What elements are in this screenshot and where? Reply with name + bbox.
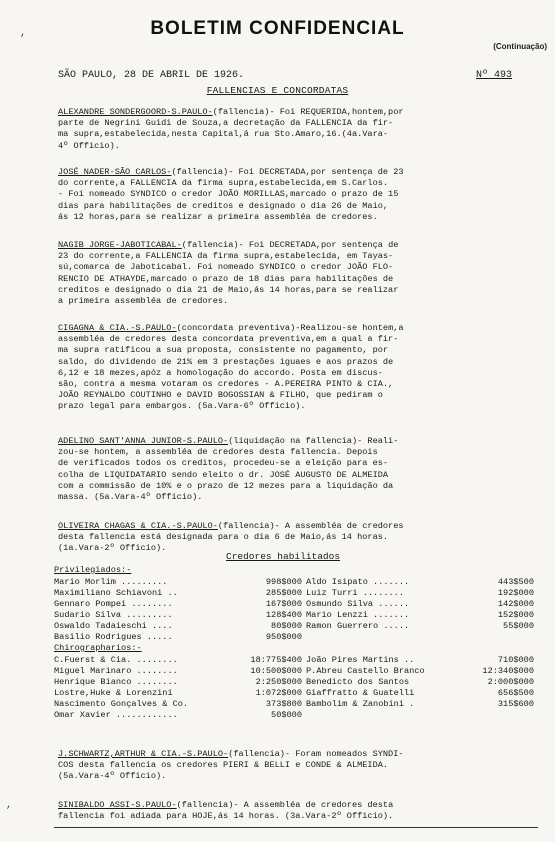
creditor-name: Bambolim & Zanobini . [306,699,415,709]
creditor-row [54,599,534,610]
entry-line: 4º Officio). [58,140,120,151]
creditor-amount: 998$000 [265,577,302,587]
creditor-name: Maximiliano Schiavoni .. [54,588,178,598]
bottom-rule [54,827,538,828]
entry-line: RENCIO DE ATHAYDE,marcado o prazo de 18 dias para habilitações de [58,273,394,284]
creditor-name: Nascimento Gonçalves & Co. [54,699,189,709]
chirographic-label: Chirographarios:- [54,643,142,653]
entry-line: (fallencia)- Foi DECRETADA,por sentença de [181,240,399,250]
creditor-amount: 80$000 [271,621,302,631]
creditor-amount: 315$600 [497,699,534,709]
creditor-amount: 950$000 [265,632,302,642]
creditor-name: Osmundo Silva ...... [306,599,410,609]
entry [58,323,528,413]
entry-line: são, contra a mesma votaram os credores - A.PEREIRA PINTO & CIA., [58,379,394,390]
entry-line: com a commissão de 10% e o prazo de 12 mezes para a liquidação da [58,480,394,491]
creditor-amount: 710$000 [497,655,534,665]
entry-line: assembléa de credores desta concordata preventiva,em a qual a fir- [58,334,399,345]
entry-line: (fallencia)- Foi DECRETADA,por sentença de 23 [171,167,404,177]
entry-line: de verificados todos os creditos, procedeu-se a eleição para es- [58,458,389,469]
entry [58,521,528,555]
entry-line: 23 do corrente,a FALLENCIA da firma supra,estabelecida, em Tayas- [58,251,394,262]
entry-line: do corrente,a FALLENCIA da firma supra,estabelecida,em S.Carlos. [58,178,389,189]
entry-line: (liquidação na fallencia)- Reali- [228,436,399,446]
entry-line: creditos e designado o dia 21 de Maio,ás 14 horas,para se realizar [58,284,399,295]
margin-mark: , [20,28,27,39]
creditor-name: Mario Morlim ......... [54,577,168,587]
creditor-name: Benedicto dos Santos [306,677,410,687]
entry-line: prazo legal para embargos. (5a.Vara-6º Officio). [58,401,306,412]
entry [58,436,528,503]
creditor-amount: 152$000 [497,610,534,620]
creditor-amount: 55$000 [503,621,534,631]
creditor-name: Giaffratto & Guatelli [306,688,415,698]
creditor-amount: 2:000$000 [487,677,534,687]
creditor-amount: 10:500$000 [250,666,302,676]
entry-line: fallencia foi adiada para HOJE,ás 14 horas. (3a.Vara-2º Officio). [58,811,394,822]
entry-line: a primeira assembléa de credores. [58,296,229,307]
entry-line: (5a.Vara-4º Officio). [58,771,167,782]
entry-line: sú,comarca de Jaboticabal. Foi nomeado SYNDICO o credor JOÃO FLO- [58,262,394,273]
creditor-name: Miguel Marinaro ........ [54,666,178,676]
entry-line: (1a.Vara-2º Officio). [58,543,167,554]
creditor-name: Oswaldo Tadaieschi .... [54,621,173,631]
entry-line: dias para habilitações de creditos e designado o dia 26 de Maio, [58,200,389,211]
creditor-row [54,677,534,688]
creditor-amount: 443$500 [497,577,534,587]
entry-line: ás 12 horas,para se realizar a primeira assembléa de credores. [58,211,378,222]
creditor-amount: 167$000 [265,599,302,609]
entry [58,107,528,152]
entry-lead: OLIVEIRA CHAGAS & CIA.-S.PAULO- [58,521,218,531]
entry-line: (fallencia)- Foi REQUERIDA,hontem,por [212,107,404,117]
entry-lead: CIGAGNA & CIA.-S.PAULO- [58,323,177,333]
creditors-title: Credores habilitados [226,551,341,562]
entry-lead: ALEXANDRE SONDERGOORD-S.PAULO- [58,107,213,117]
creditor-name: Aldo Isipato ....... [306,577,410,587]
creditor-row [54,655,534,666]
creditor-row [54,688,534,699]
creditor-amount: 192$000 [497,588,534,598]
entry-line: (concordata preventiva)-Realizou-se hontem,a [176,323,404,333]
entry-line: (fallencia)- A assembléa de credores [217,521,404,531]
entry-line: (fallencia)- Foram nomeados SYNDI- [228,749,404,759]
creditor-name: Luiz Turri ........ [306,588,404,598]
creditor-amount: 1:072$000 [255,688,302,698]
entry-line: JOÃO REYNALDO COUTINHO e DAVID BOGOSSIAN & FILHO, que pediram o [58,390,383,401]
entry-lead: SINIBALDO ASSI-S.PAULO- [58,800,177,810]
dateline: SÃO PAULO, 28 DE ABRIL DE 1926. [58,70,245,81]
entry-lead: J.SCHWARTZ,ARTHUR & CIA.-S.PAULO- [58,749,229,759]
creditor-row [54,621,534,632]
entry-line: saldo, do dividendo de 21% em 3 prestações iguaes e aos prazos de [58,356,394,367]
entry [58,749,528,783]
entry-lead: JOSÉ NADER-SÃO CARLOS- [58,167,172,177]
entry-line: ma supra,estabelecida,nesta Capital,á rua Sto.Amaro,16.(4a.Vara- [58,129,389,140]
creditor-amount: 50$000 [271,710,302,720]
creditor-row [54,710,534,721]
margin-mark: , [6,800,13,811]
creditor-name: Henrique Bianco ........ [54,677,178,687]
entry-line: desta fallencia está designada para o dia 6 de Maio,ás 14 horas. [58,532,389,543]
bulletin-number: Nº 493 [476,70,513,81]
page-title: BOLETIM CONFIDENCIAL [150,18,405,39]
entry-line: parte de Negrini Guidi de Souza,a decretação da FALLENCIA da fir- [58,118,394,129]
creditor-name: Ramon Guerrero ..... [306,621,410,631]
creditor-name: Basilio Rodrigues ..... [54,632,173,642]
entry-line: COS desta fallencia os credores PIERI & BELLI e CONDE & ALMEIDA. [58,760,389,771]
section-heading: FALLENCIAS E CONCORDATAS [206,85,349,96]
entry-line: massa. (5a.Vara-4º Officio). [58,492,203,503]
creditor-name: João Pires Martins .. [306,655,415,665]
entry-line: - Foi nomeado SYNDICO o credor JOÃO MORILLAS,marcado o prazo de 15 [58,189,399,200]
creditor-amount: 2:250$000 [255,677,302,687]
creditor-row [54,588,534,599]
creditor-row [54,632,534,643]
creditor-amount: 18:775$400 [250,655,302,665]
creditor-name: Mario Lenzzi ....... [306,610,410,620]
creditor-row [54,577,534,588]
creditor-amount: 142$000 [497,599,534,609]
creditor-row [54,610,534,621]
creditor-name: C.Fuerst & Cia. ........ [54,655,178,665]
creditor-amount: 128$400 [265,610,302,620]
creditor-amount: 656$500 [497,688,534,698]
creditor-amount: 373$800 [265,699,302,709]
creditor-row [54,699,534,710]
entry [58,167,528,223]
creditor-name: Sudario Silva ......... [54,610,173,620]
privileged-label: Privilegiados:- [54,565,132,575]
entry [58,240,528,307]
creditor-name: P.Abreu Castello Branco [306,666,425,676]
continuation-label: (Continuação) [493,42,547,51]
creditor-amount: 285$000 [265,588,302,598]
creditor-row [54,666,534,677]
entry-line: (fallencia)- A assembléa de credores desta [176,800,394,810]
entry-line: colha de LIQUIDATARIO sendo eleito o dr. JOSÉ AUGUSTO DE ALMEIDA [58,469,389,480]
entry-line: ma supra ratificou a sua proposta, consistente no pagamento, por [58,345,389,356]
entry-lead: NAGIB JORGE-JABOTICABAL- [58,240,182,250]
entry [58,800,528,822]
entry-line: zou-se hontem, a assembléa de credores desta fallencia. Depois [58,447,378,458]
entry-lead: ADELINO SANT'ANNA JUNIOR-S.PAULO- [58,436,229,446]
creditor-name: Omar Xavier ............ [54,710,178,720]
entry-line: 6,12 e 18 mezes,apóz a homologação do accordo. Posta em discus- [58,367,383,378]
creditor-name: Lostre,Huke & Lorenzini [54,688,173,698]
creditor-name: Gennaro Pompei ........ [54,599,173,609]
creditor-amount: 12:340$000 [482,666,534,676]
